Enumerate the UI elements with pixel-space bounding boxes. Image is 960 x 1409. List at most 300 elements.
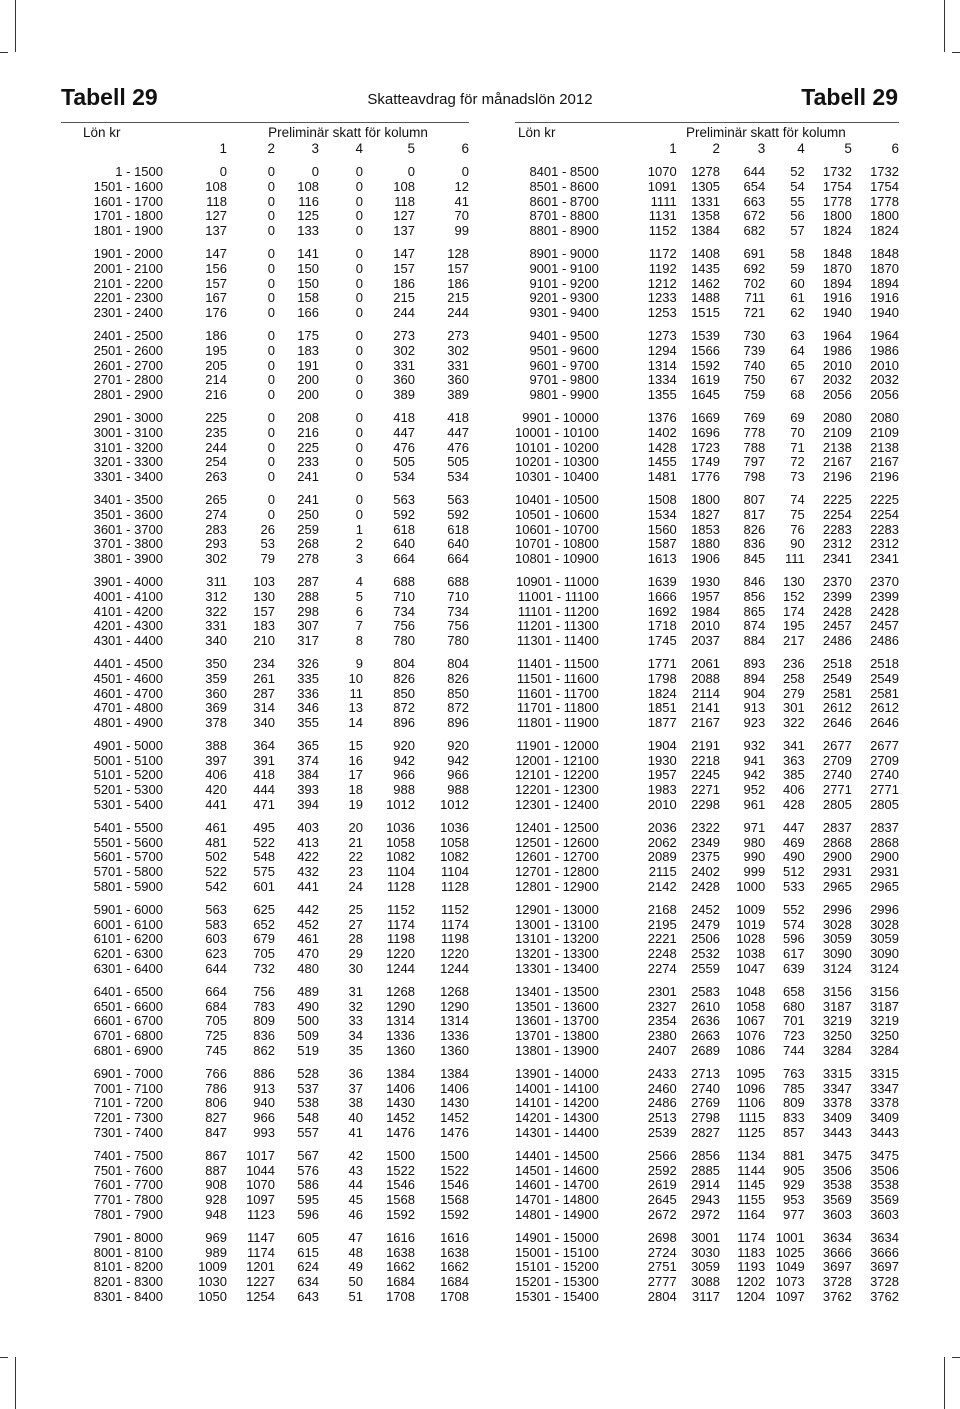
table-row	[61, 180, 469, 195]
tax-value-cell: 273	[447, 327, 469, 343]
tax-value-cell: 53	[260, 536, 275, 552]
tax-value-cell: 2965	[822, 879, 852, 895]
tax-value-cell: 576	[297, 1162, 319, 1178]
tax-value-cell: 16	[348, 752, 363, 768]
tax-value-cell: 244	[205, 439, 227, 455]
tax-value-cell: 9	[355, 655, 363, 671]
tax-value-cell: 1358	[691, 208, 720, 224]
table-row	[515, 329, 899, 344]
tax-value-cell: 2965	[870, 879, 899, 895]
tax-value-cell: 1128	[441, 879, 469, 895]
tax-value-cell: 3028	[822, 916, 852, 932]
tax-value-cell: 961	[743, 797, 766, 813]
tax-value-cell: 2506	[691, 931, 720, 947]
salary-range-cell: 1 - 1500	[115, 164, 163, 179]
table-row	[61, 903, 469, 918]
tax-value-cell: 364	[253, 737, 275, 753]
tax-value-cell: 365	[297, 737, 319, 753]
tax-value-cell: 378	[205, 715, 227, 731]
tax-value-cell: 2868	[822, 834, 852, 850]
tax-value-cell: 311	[206, 573, 227, 589]
tax-value-cell: 79	[260, 551, 275, 567]
tax-value-cell: 444	[253, 782, 275, 798]
tax-value-cell: 2931	[870, 864, 899, 880]
tax-value-cell: 966	[393, 767, 415, 783]
tax-value-cell: 3443	[870, 1125, 899, 1141]
tax-value-cell: 575	[253, 864, 275, 880]
tax-table-right	[515, 125, 899, 1305]
tax-value-cell: 847	[205, 1125, 227, 1141]
tax-value-cell: 57	[790, 223, 805, 239]
table-row	[61, 493, 469, 508]
tax-value-cell: 322	[783, 715, 805, 731]
tax-value-cell: 37	[348, 1080, 363, 1096]
tax-value-cell: 3124	[870, 961, 899, 977]
salary-range-cell: 2301 - 2400	[93, 305, 163, 321]
tax-value-cell: 857	[783, 1125, 805, 1141]
tax-value-cell: 1049	[775, 1259, 805, 1275]
table-row	[515, 441, 899, 456]
table-row	[61, 1126, 469, 1141]
table-row	[61, 1260, 469, 1275]
tax-value-cell: 1086	[736, 1043, 766, 1059]
tax-value-cell: 3634	[870, 1229, 899, 1245]
salary-range-cell: 15301 - 15400	[515, 1288, 599, 1304]
tax-value-cell: 702	[743, 275, 766, 291]
tax-value-cell: 35	[348, 1043, 363, 1059]
tax-value-cell: 0	[267, 290, 275, 306]
tax-value-cell: 116	[298, 193, 319, 209]
tax-value-cell: 1012	[386, 797, 415, 813]
tax-value-cell: 60	[790, 275, 805, 291]
tax-value-cell: 923	[743, 715, 766, 731]
tax-value-cell: 0	[355, 305, 363, 321]
tax-value-cell: 420	[205, 782, 227, 798]
table-row	[61, 262, 469, 277]
tax-value-cell: 1587	[647, 536, 677, 552]
tax-value-cell: 3762	[870, 1288, 899, 1304]
page-title-left: Tabell 29	[61, 84, 158, 110]
tax-value-cell: 2221	[647, 931, 677, 947]
tax-value-cell: 1560	[647, 521, 677, 537]
salary-range-cell: 12501 - 12600	[515, 834, 599, 850]
tax-value-cell: 0	[267, 454, 275, 470]
salary-range-cell: 12801 - 12900	[515, 879, 599, 895]
tax-value-cell: 350	[205, 655, 227, 671]
tax-value-cell: 601	[253, 879, 275, 895]
tax-value-cell: 2698	[647, 1229, 677, 1245]
tax-value-cell: 71	[790, 439, 805, 455]
tax-value-cell: 538	[297, 1095, 319, 1111]
tax-value-cell: 1082	[440, 849, 469, 865]
salary-range-cell: 9401 - 9500	[529, 327, 599, 343]
tax-value-cell: 1009	[736, 901, 766, 917]
table-row	[61, 605, 469, 620]
table-row	[515, 1014, 899, 1029]
tax-value-cell: 461	[205, 819, 227, 835]
column-header: 5	[407, 141, 415, 156]
tax-value-cell: 1001	[775, 1229, 805, 1245]
salary-range-cell: 12601 - 12700	[515, 849, 599, 865]
tax-value-cell: 3088	[691, 1274, 720, 1290]
table-row	[61, 1067, 469, 1082]
tax-value-cell: 62	[790, 305, 805, 321]
tax-value-cell: 2713	[691, 1065, 720, 1081]
tax-value-cell: 1940	[822, 305, 852, 321]
tax-value-cell: 2837	[870, 819, 899, 835]
tax-value-cell: 394	[297, 797, 319, 813]
tax-value-cell: 548	[253, 849, 275, 865]
table-row	[515, 344, 899, 359]
tax-value-cell: 502	[205, 849, 227, 865]
tax-value-cell: 1986	[870, 342, 899, 358]
tax-value-cell: 1669	[691, 409, 720, 425]
tax-value-cell: 73	[790, 469, 805, 485]
table-row	[515, 1029, 899, 1044]
table-row	[515, 716, 899, 731]
table-row	[61, 426, 469, 441]
tax-value-cell: 2885	[691, 1162, 720, 1178]
tax-value-cell: 1916	[870, 290, 899, 306]
tax-value-cell: 2167	[870, 454, 899, 470]
tax-value-cell: 2486	[822, 633, 852, 649]
tax-value-cell: 215	[447, 290, 469, 306]
salary-range-cell: 14001 - 14100	[515, 1080, 599, 1096]
salary-range-cell: 2101 - 2200	[93, 275, 163, 291]
tax-value-cell: 2399	[822, 588, 852, 604]
table-row	[515, 798, 899, 813]
tax-value-cell: 2804	[647, 1288, 677, 1304]
table-row	[61, 865, 469, 880]
tax-value-cell: 279	[783, 685, 805, 701]
salary-range-cell: 10601 - 10700	[515, 521, 599, 537]
tax-value-cell: 769	[743, 409, 766, 425]
tax-value-cell: 186	[447, 275, 469, 291]
column-header: 5	[844, 141, 852, 156]
tax-value-cell: 293	[205, 536, 227, 552]
table-row	[515, 701, 899, 716]
tax-value-cell: 1984	[691, 603, 720, 619]
tax-value-cell: 2677	[870, 737, 899, 753]
tax-value-cell: 3028	[870, 916, 899, 932]
tax-value-cell: 807	[743, 491, 766, 507]
tax-value-cell: 1662	[386, 1259, 415, 1275]
tax-value-cell: 1	[355, 521, 363, 537]
tax-value-cell: 1047	[736, 961, 766, 977]
tax-value-cell: 567	[297, 1147, 319, 1163]
table-row	[61, 947, 469, 962]
table-row	[61, 1000, 469, 1015]
tax-value-cell: 1123	[247, 1207, 275, 1222]
tax-value-cell: 763	[783, 1065, 805, 1081]
tax-value-cell: 3569	[822, 1192, 852, 1208]
tax-value-cell: 3475	[870, 1147, 899, 1163]
salary-range-cell: 14101 - 14200	[515, 1095, 599, 1111]
tax-value-cell: 43	[348, 1162, 363, 1178]
tax-value-cell: 833	[783, 1110, 805, 1126]
tax-value-cell: 55	[790, 193, 805, 209]
tax-value-cell: 1058	[386, 834, 415, 850]
tax-value-cell: 288	[297, 588, 319, 604]
tax-value-cell: 1360	[386, 1043, 415, 1059]
table-row	[515, 903, 899, 918]
salary-range-cell: 2601 - 2700	[93, 357, 163, 373]
salary-range-cell: 3901 - 4000	[93, 573, 163, 589]
tax-value-cell: 1566	[691, 342, 720, 358]
tax-value-cell: 2943	[691, 1192, 720, 1208]
tax-value-cell: 3506	[870, 1162, 899, 1178]
tax-value-cell: 872	[393, 700, 415, 716]
table-row	[61, 1290, 469, 1305]
table-row	[61, 388, 469, 403]
salary-range-cell: 1901 - 2000	[93, 245, 163, 261]
tax-value-cell: 118	[206, 193, 227, 209]
tax-value-cell: 2327	[647, 998, 677, 1014]
tax-value-cell: 176	[205, 305, 227, 321]
tax-value-cell: 1067	[736, 1013, 766, 1029]
tax-value-cell: 2777	[647, 1274, 677, 1290]
tax-value-cell: 195	[205, 342, 227, 358]
crop-mark	[15, 0, 16, 52]
tax-value-cell: 3538	[822, 1177, 852, 1193]
table-row	[515, 672, 899, 687]
tax-value-cell: 17	[348, 767, 363, 783]
tax-value-cell: 1331	[691, 193, 720, 209]
tax-value-cell: 1147	[247, 1229, 275, 1245]
tax-value-cell: 1070	[647, 164, 677, 179]
salary-range-cell: 5801 - 5900	[93, 879, 163, 895]
tax-value-cell: 2301	[647, 983, 677, 999]
salary-range-cell: 11201 - 11300	[516, 618, 599, 634]
table-row	[515, 1246, 899, 1261]
tax-value-cell: 971	[743, 819, 766, 835]
tax-value-cell: 1145	[737, 1177, 766, 1193]
tax-value-cell: 2138	[822, 439, 852, 455]
tax-value-cell: 111	[784, 551, 805, 567]
tax-value-cell: 1500	[440, 1147, 469, 1163]
tax-value-cell: 618	[447, 521, 469, 537]
tax-value-cell: 2559	[691, 961, 720, 977]
tax-value-cell: 2798	[691, 1110, 720, 1126]
tax-value-cell: 850	[393, 685, 415, 701]
tax-value-cell: 2610	[691, 998, 720, 1014]
tax-value-cell: 2271	[691, 782, 720, 798]
tax-value-cell: 615	[297, 1244, 319, 1260]
tax-value-cell: 2370	[870, 573, 899, 589]
tax-value-cell: 2062	[647, 834, 677, 850]
table-row	[515, 1290, 899, 1305]
table-row	[515, 1000, 899, 1015]
salary-range-cell: 11801 - 11900	[516, 715, 599, 731]
tax-value-cell: 38	[348, 1095, 363, 1111]
tax-value-cell: 1201	[246, 1259, 275, 1275]
tax-value-cell: 261	[253, 670, 275, 686]
tax-value-cell: 1012	[440, 797, 469, 813]
tax-value-cell: 336	[297, 685, 319, 701]
salary-range-cell: 11101 - 11200	[517, 603, 599, 619]
tax-value-cell: 522	[205, 864, 227, 880]
salary-range-cell: 5101 - 5200	[93, 767, 163, 783]
tax-value-cell: 2298	[691, 797, 720, 813]
tax-value-cell: 274	[205, 506, 227, 522]
tax-value-cell: 2740	[822, 767, 852, 783]
tax-value-cell: 157	[447, 260, 469, 276]
tax-value-cell: 214	[205, 372, 227, 388]
tax-value-cell: 54	[790, 178, 805, 194]
tax-value-cell: 331	[205, 618, 227, 634]
tax-value-cell: 3569	[870, 1192, 899, 1208]
tax-value-cell: 0	[355, 439, 363, 455]
tax-value-cell: 14	[348, 715, 363, 731]
tax-value-cell: 47	[348, 1229, 363, 1245]
tax-value-cell: 3001	[691, 1229, 720, 1245]
tax-value-cell: 3030	[691, 1244, 720, 1260]
tax-value-cell: 2037	[691, 633, 720, 649]
tax-value-cell: 133	[297, 223, 319, 239]
tax-value-cell: 745	[205, 1043, 227, 1059]
tax-value-cell: 3409	[870, 1110, 899, 1126]
tax-value-cell: 49	[348, 1259, 363, 1275]
tax-value-cell: 216	[205, 387, 227, 403]
table-row	[515, 768, 899, 783]
tax-value-cell: 644	[743, 164, 766, 179]
table-row	[61, 1096, 469, 1111]
tax-value-cell: 2080	[822, 409, 852, 425]
tax-value-cell: 422	[297, 849, 319, 865]
tax-value-cell: 1662	[440, 1259, 469, 1275]
tax-value-cell: 1294	[647, 342, 677, 358]
salary-range-cell: 14601 - 14700	[515, 1177, 599, 1193]
tax-value-cell: 312	[205, 588, 227, 604]
salary-range-cell: 7301 - 7400	[93, 1125, 163, 1141]
tax-value-cell: 1334	[647, 372, 677, 388]
salary-range-cell: 13201 - 13300	[515, 946, 599, 962]
tax-value-cell: 76	[790, 521, 805, 537]
tax-value-cell: 1193	[737, 1259, 766, 1275]
table-row	[61, 508, 469, 523]
tax-value-cell: 3090	[822, 946, 852, 962]
table-row	[61, 523, 469, 538]
tax-value-cell: 283	[205, 521, 227, 537]
table-row	[515, 165, 899, 180]
tax-value-cell: 1314	[647, 357, 677, 373]
tax-value-cell: 25	[348, 901, 363, 917]
tax-value-cell: 64	[790, 342, 805, 358]
tax-value-cell: 0	[355, 409, 363, 425]
tax-value-cell: 1522	[386, 1162, 415, 1178]
tax-value-cell: 640	[393, 536, 415, 552]
table-row	[61, 1029, 469, 1044]
table-row	[515, 411, 899, 426]
tax-value-cell: 557	[297, 1125, 319, 1141]
tax-value-cell: 2900	[870, 849, 899, 865]
tax-value-cell: 70	[790, 424, 805, 440]
salary-range-cell: 10701 - 10800	[515, 536, 599, 552]
tax-value-cell: 2195	[647, 916, 677, 932]
tax-value-cell: 2349	[691, 834, 720, 850]
tax-value-cell: 865	[743, 603, 766, 619]
salary-range-cell: 5301 - 5400	[93, 797, 163, 813]
tax-value-cell: 1183	[737, 1244, 766, 1260]
salary-range-cell: 13701 - 13800	[515, 1028, 599, 1044]
tax-value-cell: 360	[393, 372, 415, 388]
table-row	[61, 768, 469, 783]
tax-value-cell: 2486	[647, 1095, 677, 1111]
tax-value-cell: 1402	[647, 424, 677, 440]
tax-value-cell: 1778	[870, 193, 899, 209]
tax-value-cell: 3315	[822, 1065, 852, 1081]
tax-value-cell: 894	[743, 670, 766, 686]
table-row	[515, 687, 899, 702]
tax-value-cell: 1916	[822, 290, 852, 306]
tax-value-cell: 920	[447, 737, 469, 753]
table-row	[515, 575, 899, 590]
tax-table-left	[61, 125, 469, 1305]
tax-value-cell: 896	[447, 715, 469, 731]
tax-value-cell: 428	[783, 797, 805, 813]
tax-value-cell: 2771	[870, 782, 899, 798]
tax-value-cell: 2805	[870, 797, 899, 813]
tax-value-cell: 369	[205, 700, 227, 716]
tax-value-cell: 2245	[691, 767, 720, 783]
tax-value-cell: 2322	[691, 819, 720, 835]
table-row	[515, 537, 899, 552]
tax-value-cell: 3762	[822, 1288, 852, 1304]
tax-value-cell: 235	[205, 424, 227, 440]
tax-value-cell: 1058	[440, 834, 469, 850]
tax-value-cell: 447	[393, 424, 415, 440]
table-row	[515, 1126, 899, 1141]
table-row	[515, 619, 899, 634]
tax-value-cell: 388	[205, 737, 227, 753]
tax-value-cell: 872	[447, 700, 469, 716]
tax-value-cell: 1964	[870, 327, 899, 343]
tax-value-cell: 2827	[691, 1125, 720, 1141]
tax-value-cell: 0	[461, 164, 469, 179]
table-row	[515, 359, 899, 374]
tax-value-cell: 856	[743, 588, 766, 604]
tax-value-cell: 505	[393, 454, 415, 470]
tax-value-cell: 780	[447, 633, 469, 649]
salary-range-cell: 10301 - 10400	[515, 469, 599, 485]
tax-value-cell: 817	[743, 506, 766, 522]
tax-value-cell: 1202	[736, 1274, 766, 1290]
salary-range-cell: 9101 - 9200	[529, 275, 599, 291]
tax-value-cell: 1220	[440, 946, 469, 962]
table-row	[61, 880, 469, 895]
tax-value-cell: 1009	[198, 1259, 227, 1275]
tax-value-cell: 471	[253, 797, 275, 813]
tax-value-cell: 778	[743, 424, 766, 440]
tax-value-cell: 2771	[822, 782, 852, 798]
salary-range-cell: 12001 - 12100	[515, 752, 599, 768]
tax-value-cell: 1732	[822, 164, 852, 179]
tax-value-cell: 574	[783, 916, 805, 932]
salary-range-cell: 1701 - 1800	[93, 208, 163, 224]
tax-value-cell: 596	[297, 1207, 319, 1222]
table-row	[61, 329, 469, 344]
table-row	[515, 455, 899, 470]
salary-header: Lön kr	[83, 125, 121, 140]
table-row	[61, 552, 469, 567]
tax-value-cell: 2996	[822, 901, 852, 917]
tax-value-cell: 3538	[870, 1177, 899, 1193]
tax-value-cell: 216	[297, 424, 319, 440]
tax-value-cell: 0	[267, 193, 275, 209]
tax-value-cell: 22	[348, 849, 363, 865]
table-row	[515, 180, 899, 195]
salary-range-cell: 11301 - 11400	[516, 633, 599, 649]
